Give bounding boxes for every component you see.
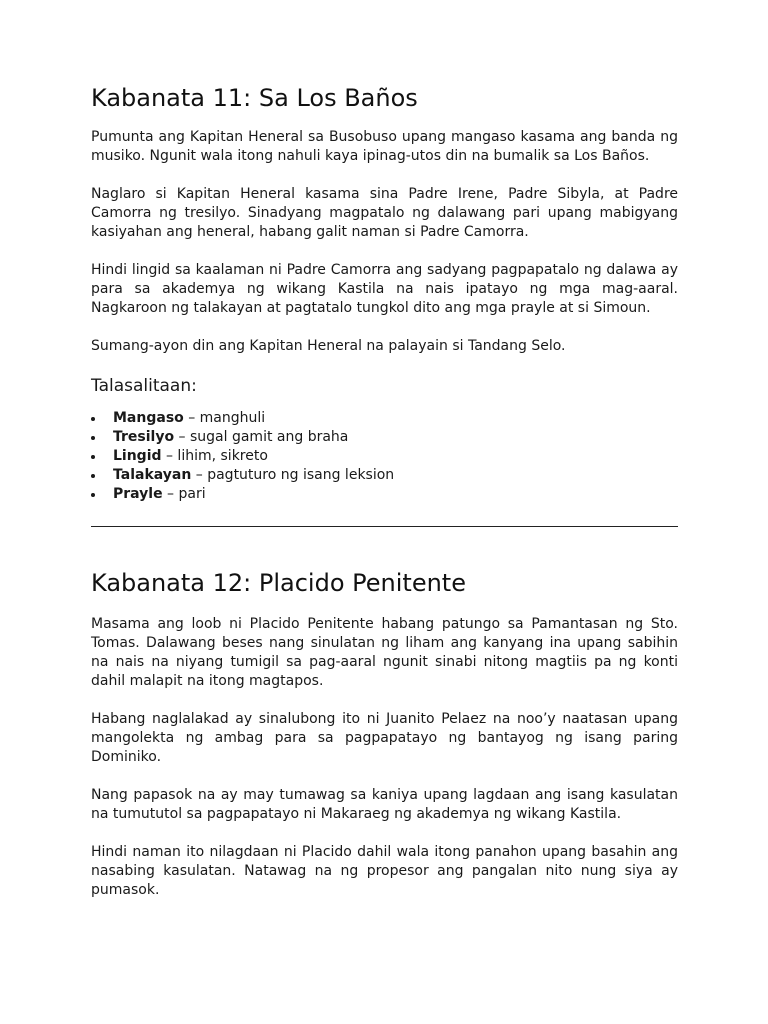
chapter-12-paragraph-4: Hindi naman ito nilagdaan ni Placido dahil wala itong panahon upang basahin ang nasabing kasulatan. Natawag na ng propesor ang pangalan nito nung siya ay pumasok.: [91, 844, 678, 898]
chapter-12-title: Kabanata 12: Placido Penitente: [91, 569, 466, 597]
glossary-term: Mangaso: [113, 410, 184, 426]
chapter-11-paragraph-1: Pumunta ang Kapitan Heneral sa Busobuso upang mangaso kasama ang banda ng musiko. Ngunit wala itong nahuli kaya ipinag-utos din na bumalik sa Los Baños.: [91, 129, 678, 164]
glossary-definition: – manghuli: [183, 410, 266, 426]
glossary-definition: – sugal gamit ang braha: [174, 429, 349, 445]
chapter-11-section: [91, 82, 678, 504]
document-content: [91, 82, 678, 919]
glossary-item: [91, 428, 678, 447]
glossary-term: Lingid: [113, 448, 162, 464]
glossary-heading: Talasalitaan:: [91, 376, 197, 396]
chapter-11-title: Kabanata 11: Sa Los Baños: [91, 84, 418, 112]
chapter-12-paragraph-3: Nang papasok na ay may tumawag sa kaniya upang lagdaan ang isang kasulatan na tumututol sa pagpapatayo ni Makaraeg ng akademya ng wikang Kastila.: [91, 787, 678, 822]
section-divider: [91, 526, 678, 527]
glossary-term: Prayle: [113, 486, 163, 502]
chapter-11-paragraph-2: Naglaro si Kapitan Heneral kasama sina Padre Irene, Padre Sibyla, at Padre Camorra ng tresilyo. Sinadyang magpatalo ng dalawang pari upang mabigyang kasiyahan ang heneral, habang galit naman si Padre Camorra.: [91, 186, 678, 240]
glossary-list: [91, 409, 678, 504]
glossary-item: [91, 485, 678, 504]
chapter-12-paragraph-2: Habang naglalakad ay sinalubong ito ni Juanito Pelaez na noo’y naatasan upang mangolekta ng ambag para sa pagpapatayo ng bantayog ng isang paring Dominiko.: [91, 711, 678, 765]
glossary-term: Talakayan: [113, 467, 192, 483]
chapter-11-paragraph-3: Hindi lingid sa kaalaman ni Padre Camorra ang sadyang pagpapatalo ng dalawa ay para sa akademya ng wikang Kastila na nais ipatayo ng mga mag-aaral. Nagkaroon ng talakayan at pagtatalo tungkol dito ang mga prayle at si Simoun.: [91, 262, 678, 316]
glossary-definition: – pari: [162, 486, 206, 502]
chapter-12-section: [91, 567, 678, 900]
chapter-12-paragraph-1: Masama ang loob ni Placido Penitente habang patungo sa Pamantasan ng Sto. Tomas. Dalawang beses nang sinulatan ng liham ang kanyang ina upang sabihin na nais na niyang tumigil sa pag-aaral ngunit sinabi nitong magtiis pa ng konti dahil malapit na itong magtapos.: [91, 616, 678, 689]
glossary-item: [91, 447, 678, 466]
chapter-11-paragraph-4: Sumang-ayon din ang Kapitan Heneral na palayain si Tandang Selo.: [91, 338, 566, 354]
glossary-term: Tresilyo: [113, 429, 175, 445]
glossary-item: [91, 409, 678, 428]
glossary-item: [91, 466, 678, 485]
glossary-definition: – lihim, sikreto: [161, 448, 268, 464]
glossary-definition: – pagtuturo ng isang leksion: [191, 467, 395, 483]
